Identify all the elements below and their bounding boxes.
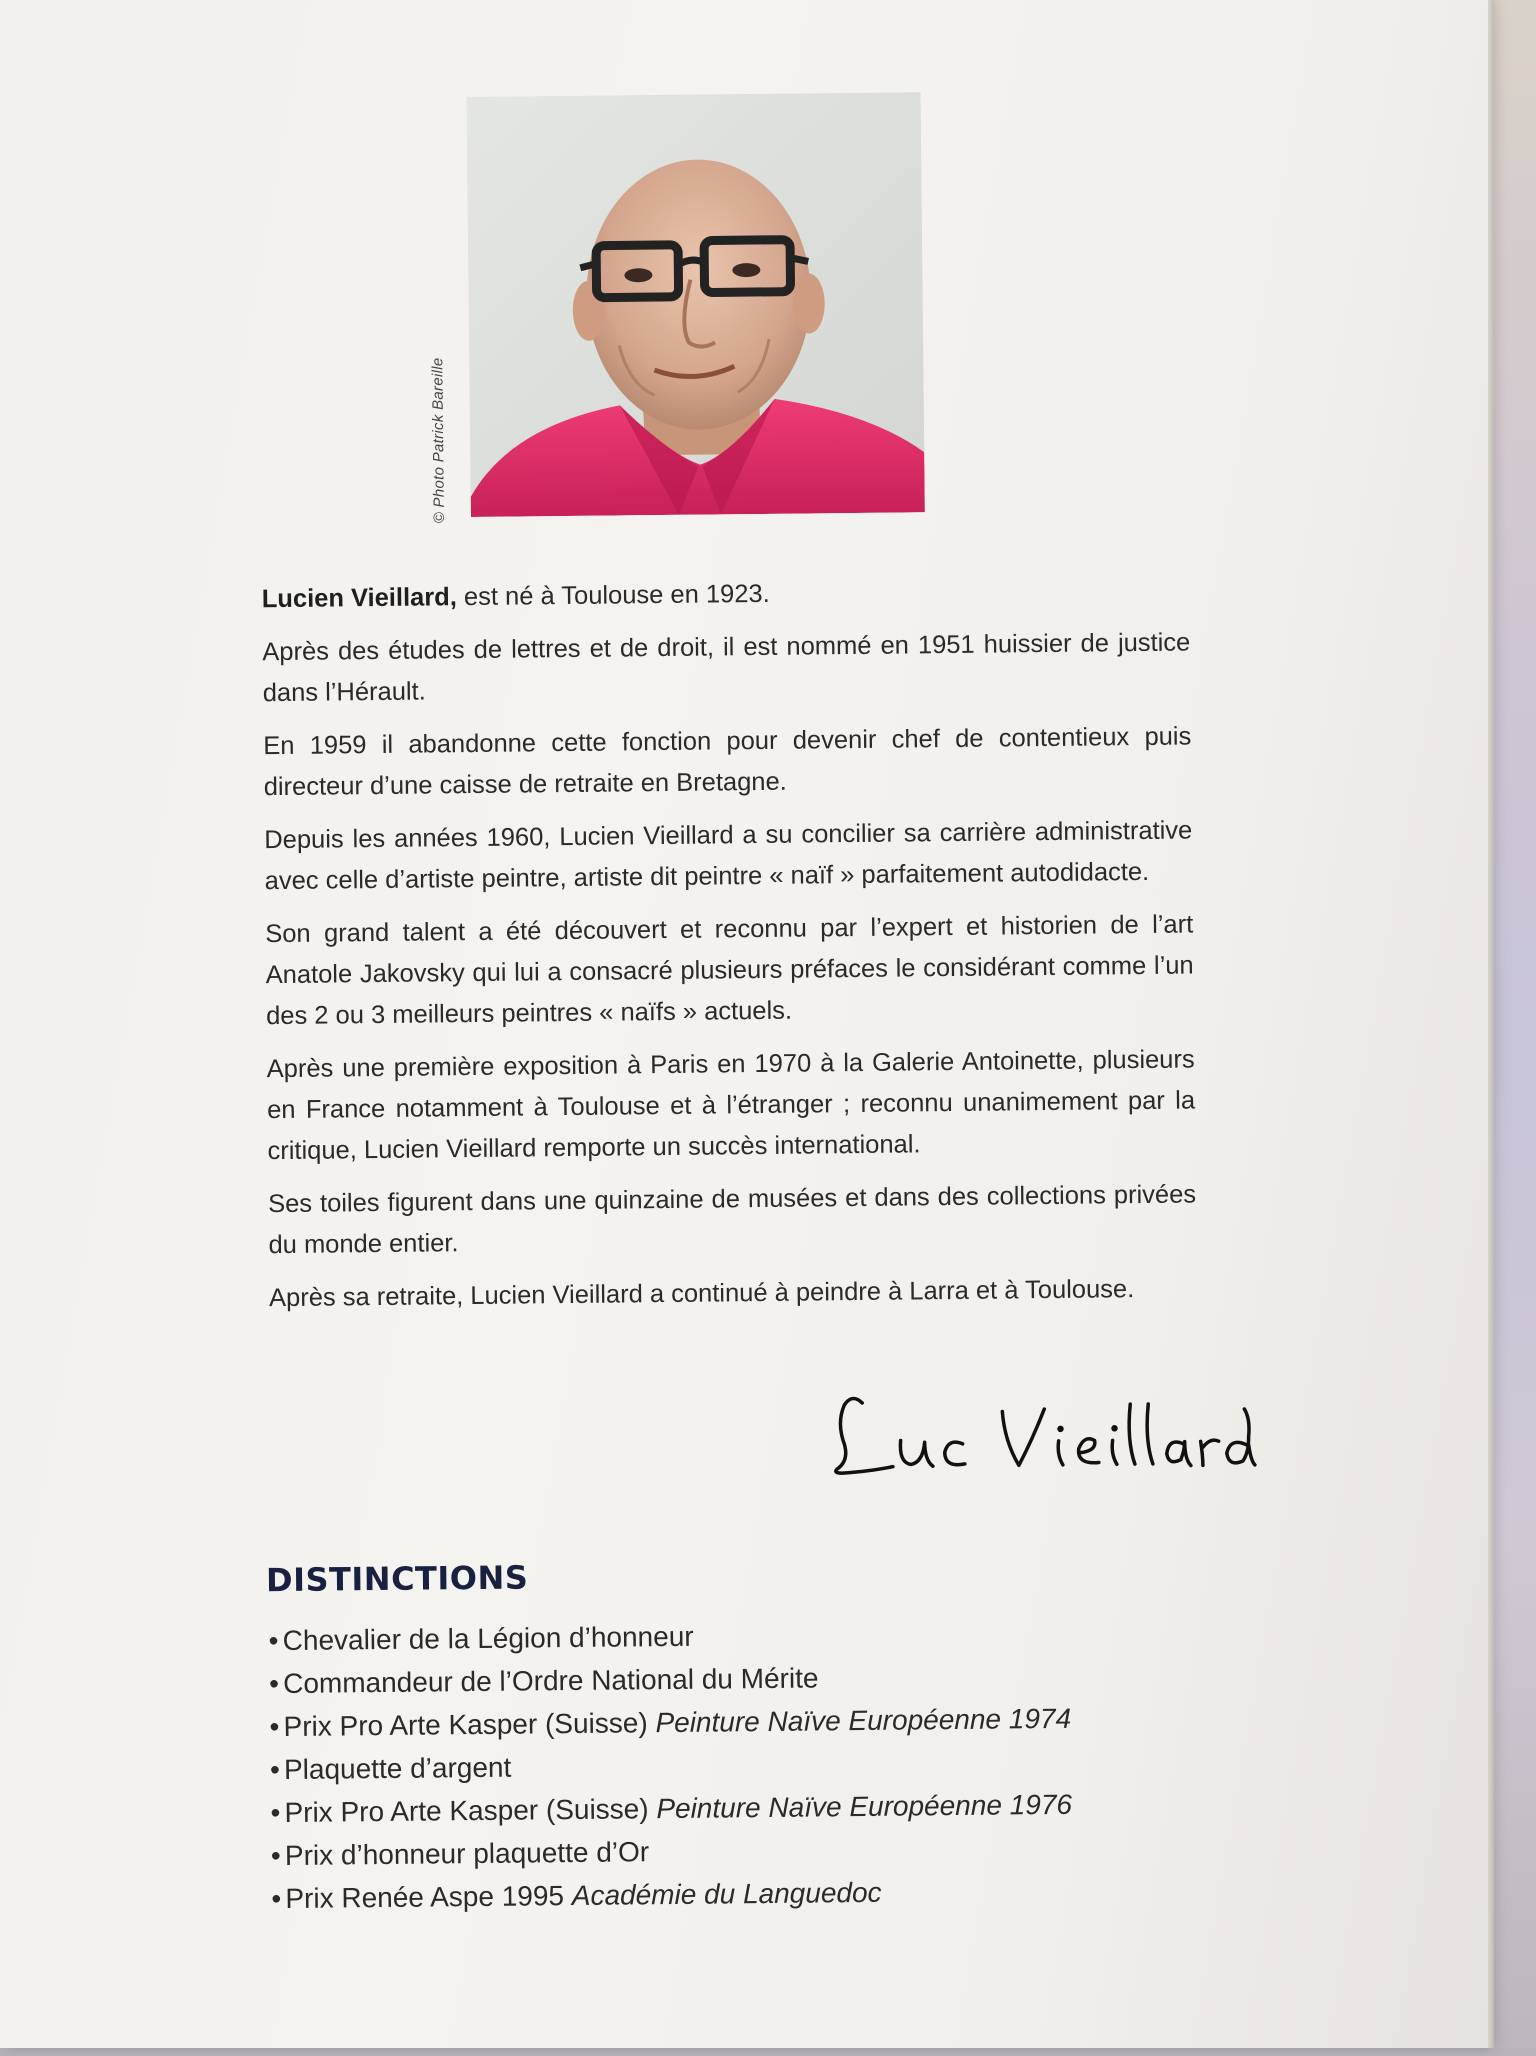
artist-name: Lucien Vieillard, — [261, 583, 458, 614]
bio-intro-text: est né à Toulouse en 1923. — [456, 579, 770, 612]
biography — [262, 569, 1198, 1331]
distinctions-heading: DISTINCTIONS — [265, 1558, 529, 1600]
distinction-text: Commandeur de l’Ordre National du Mérite — [282, 1662, 819, 1700]
list-item — [270, 1783, 1072, 1834]
distinction-text: Chevalier de la Légion d’honneur — [282, 1620, 694, 1657]
list-item — [269, 1697, 1071, 1748]
portrait-photo — [467, 92, 925, 517]
distinction-text: Prix Pro Arte Kasper (Suisse) — [283, 1707, 656, 1743]
bio-paragraph: Depuis les années 1960, Lucien Vieillard a su concilier sa carrière administrative avec celle d’artiste peintre, artiste dit peintre « naïf » parfaitement autodidacte. — [264, 816, 1193, 896]
bullet-icon: • — [270, 1797, 281, 1829]
handwritten-signature — [822, 1379, 1263, 1499]
bullet-icon: • — [268, 1668, 280, 1700]
bullet-icon: • — [271, 1883, 282, 1915]
distinction-text: Prix Renée Aspe 1995 — [285, 1880, 572, 1915]
photo-credit: © Photo Patrick Bareille — [429, 357, 448, 524]
distinction-text: Plaquette d’argent — [283, 1751, 512, 1786]
bio-paragraph: Après sa retraite, Lucien Vieillard a continué à peindre à Larra et à Toulouse. — [268, 1275, 1135, 1313]
distinction-italic: Peinture Naïve Européenne 1974 — [655, 1702, 1072, 1739]
bio-intro — [262, 569, 1190, 620]
bio-paragraph: En 1959 il abandonne cette fonction pour devenir chef de contentieux puis directeur d’une caisse de retraite en Bretagne. — [263, 722, 1192, 802]
bullet-icon: • — [269, 1754, 281, 1786]
bullet-icon: • — [269, 1711, 280, 1743]
bio-paragraph: Après une première exposition à Paris en 1970 à la Galerie Antoinette, plusieurs en France notamment à Toulouse et à l’étranger ; reconnu unanimement par la critique, Lucien Vieillard remporte un succès international. — [266, 1045, 1196, 1166]
bio-paragraph: Après des études de lettres et de droit, il est nommé en 1951 huissier de justice dans l’Hérault. — [262, 628, 1191, 708]
distinctions-list — [268, 1611, 1073, 1920]
distinction-text: Prix Pro Arte Kasper (Suisse) — [284, 1793, 657, 1829]
distinction-italic: Académie du Languedoc — [571, 1876, 882, 1912]
bullet-icon: • — [270, 1840, 281, 1872]
distinction-italic: Peinture Naïve Européenne 1976 — [656, 1788, 1073, 1825]
bio-paragraph: Son grand talent a été découvert et reconnu par l’expert et historien de l’art Anatole Jakovsky qui lui a consacré plusieurs préfaces le considérant comme l’un des 2 ou 3 meilleurs peintres « naïfs » actuels. — [265, 910, 1194, 1031]
list-item — [271, 1869, 1073, 1920]
distinction-text: Prix d’honneur plaquette d’Or — [284, 1836, 650, 1872]
bullet-icon: • — [268, 1625, 279, 1657]
bio-paragraph: Ses toiles figurent dans une quinzaine de musées et dans des collections privées du monde entier. — [267, 1180, 1197, 1260]
